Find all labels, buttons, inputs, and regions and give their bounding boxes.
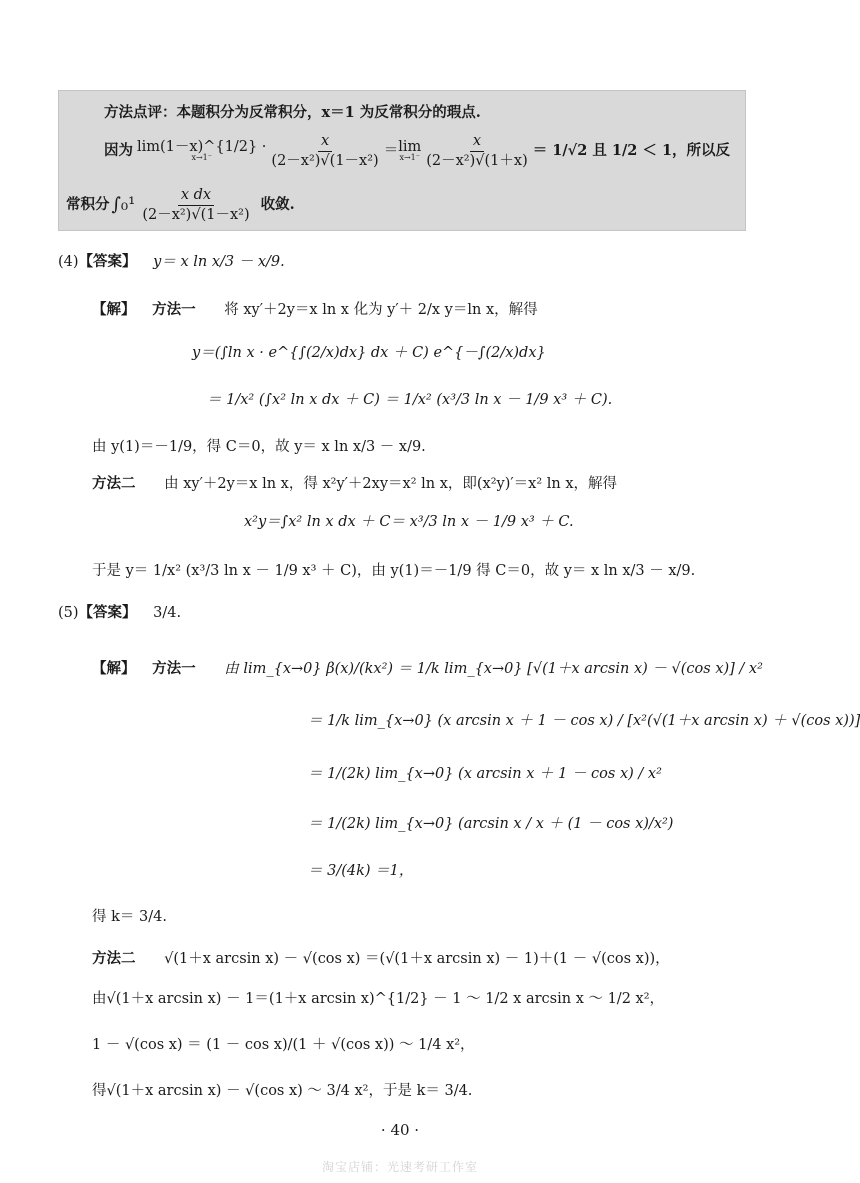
q4-method1-eq1: y＝(∫ln x · e^{∫(2/x)dx} dx ＋ C) e^{－∫(2/x)dx} — [192, 345, 546, 361]
page-number: · 40 · — [380, 1121, 420, 1139]
q5-k-result: 得 k＝ 3/4. — [92, 909, 167, 925]
q5-method1-line2: ＝ 1/k lim_{x→0} (x arcsin x ＋ 1 － cos x) / [x²(√(1＋x arcsin x) ＋ √(cos x))] — [308, 713, 860, 729]
q4-method2-intro: 方法二 由 xy′＋2y＝x ln x，得 x²y′＋2xy＝x² ln x，即(x²y)′＝x² ln x，解得 — [92, 475, 618, 492]
q5-method2-line1: 方法二 √(1＋x arcsin x) － √(cos x) ＝(√(1＋x arcsin x) － 1)＋(1 － √(cos x))， — [92, 950, 670, 967]
q4-method2-result: 于是 y＝ 1/x² (x³/3 ln x － 1/9 x³ ＋ C)，由 y(1)＝－1/9 得 C＝0，故 y＝ x ln x/3 － x/9. — [92, 563, 696, 579]
q4-method2-eq: x²y＝∫x² ln x dx ＋ C＝ x³/3 ln x － 1/9 x³ ＋ C. — [244, 514, 574, 530]
q5-method2-line2: 由√(1＋x arcsin x) － 1＝(1＋x arcsin x)^{1/2} － 1 ～ 1/2 x arcsin x ～ 1/2 x²， — [92, 991, 665, 1007]
box-line-3: 常积分 ∫₀¹ $\frac{\text{x dx}}{\text{(2－x²)√(1－x²)}}$ 收敛. — [66, 187, 295, 223]
q4-answer-line: (4)【答案】 y＝ x ln x/3 － x/9. — [58, 253, 285, 270]
method-comment-label: 方法点评： — [104, 104, 177, 121]
watermark: 淘宝店铺：光速考研工作室 — [321, 1160, 478, 1174]
q5-method1-line4: ＝ 1/(2k) lim_{x→0} (arcsin x / x ＋ (1 － cos x)/x²) — [308, 816, 674, 832]
q5-method1-line5: ＝ 3/(4k) ＝1， — [308, 863, 414, 879]
q5-method1-line1: 【解】 方法一 由 lim_{x→0} β(x)/(kx²) ＝ 1/k lim_{x→0} [√(1＋x arcsin x) － √(cos x)] / x² — [92, 660, 763, 677]
answer-tag: 【答案】 — [78, 253, 137, 270]
q5-answer-line: (5)【答案】 3/4. — [58, 604, 182, 621]
q5-method2-line4: 得√(1＋x arcsin x) － √(cos x) ～ 3/4 x²，于是 k＝ 3/4. — [92, 1083, 473, 1099]
q4-method1-eq2: ＝ 1/x² (∫x² ln x dx ＋ C) ＝ 1/x² (x³/3 ln x － 1/9 x³ ＋ C). — [207, 392, 613, 408]
q4-method1-result: 由 y(1)＝－1/9，得 C＝0，故 y＝ x ln x/3 － x/9. — [92, 439, 426, 455]
box-line-1: 方法点评：本题积分为反常积分，x＝1 为反常积分的瑕点. — [104, 104, 481, 121]
q5-method2-line3: 1 － √(cos x) ＝ (1 － cos x)/(1 ＋ √(cos x)) ～ 1/4 x²， — [92, 1037, 475, 1053]
q4-method1-intro: 【解】 方法一 将 xy′＋2y＝x ln x 化为 y′＋ 2/x y＝ln x，解得 — [92, 301, 538, 318]
q5-method1-line3: ＝ 1/(2k) lim_{x→0} (x arcsin x ＋ 1 － cos x) / x² — [308, 766, 662, 782]
answer-tag: 【答案】 — [78, 604, 137, 621]
box-line-2: 因为 lim(1－x)^{1/2} · x→1⁻ $\frac{x}{\text{(2－x²)√(1－x²)}}$ ＝ lim x→1⁻ $\frac{x}{\text{(2－x²)√(1＋x)}}$ ＝ 1/√2 且 1/2 ＜ 1，所以反 — [104, 133, 731, 169]
